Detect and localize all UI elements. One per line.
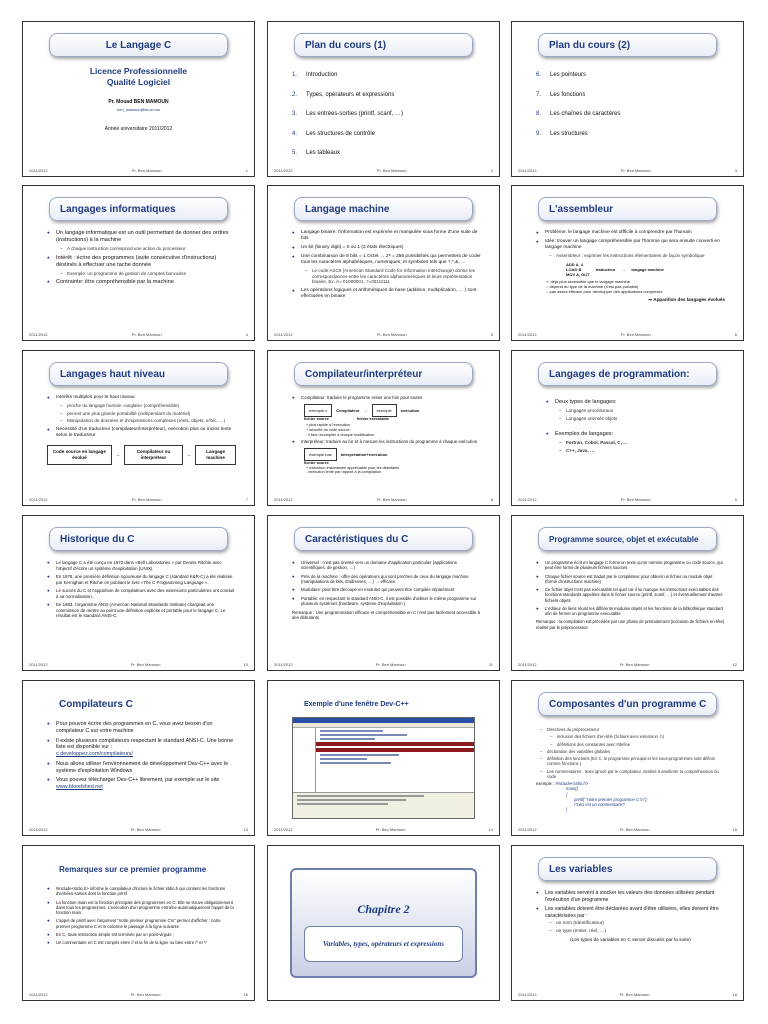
slide-title: Compilateur/interpréteur bbox=[294, 362, 473, 386]
slide-1 bbox=[22, 21, 255, 177]
slide-footer: 2011/2012 Pr. Ben Mamoun 5 bbox=[274, 332, 493, 337]
cover-line-2: Qualité Logiciel bbox=[106, 76, 171, 87]
compilers-link[interactable]: c.developpez.com/compilateurs/ bbox=[56, 751, 134, 757]
slide-body bbox=[47, 230, 236, 326]
slide-footer: 2011/2012 Pr. Ben Mamoun 8 bbox=[274, 497, 493, 502]
slide-title: Plan du cours (2) bbox=[538, 33, 717, 57]
bullet: ● La fonction main est la fonction principale des programmes en C: Elle se trouve obligatoirement dans tous les programmes. L'exécution d'un programme entraîne automatiquement l'appel de la fonction main. bbox=[47, 900, 236, 916]
slide-footer: 2011/2012 Pr. Ben Mamoun 11 bbox=[274, 662, 493, 667]
slide-17 bbox=[267, 845, 500, 1001]
bullet: ● Modulaire: peut être découpé en modules qui peuvent être compilés séparément bbox=[292, 587, 481, 592]
slide-13 bbox=[22, 680, 255, 836]
bullet: ● Pour pouvoir écrire des programmes en C, vous avez besoin d'un compilateur C sur votre machine bbox=[47, 721, 236, 735]
slide-15 bbox=[511, 680, 744, 836]
slide-body bbox=[546, 399, 725, 491]
slide-footer: 2011/2012 Pr. Ben Mamoun 4 bbox=[29, 332, 248, 337]
cover-line-1: Licence Professionnelle bbox=[89, 66, 188, 76]
bullet: ● Intérêts multiples pour le haut niveau: – proche du langage humain «anglais» (compréhensible) – permet une plus grande portabilité (indépendant du matériel) – Manipulation de données et d'expressions complexes (réels, objets, a*b/c, …) bbox=[47, 395, 236, 424]
bullet: ● Portable: en respectant le standard ANSI-C, il est possible d'utiliser le même programme sur plusieurs systèmes (hardware, système d'exploitation ) bbox=[292, 596, 481, 607]
slide-title: Les variables bbox=[538, 857, 717, 881]
example-label: exemple : #include<stdio.h> bbox=[536, 781, 589, 786]
interp-diagram: exemple.bas Interprétation+exécution bbox=[304, 448, 481, 461]
slide-body bbox=[536, 230, 725, 326]
bloodshed-link[interactable]: www.bloodshed.net bbox=[56, 784, 103, 790]
pros-cons: +: déjà plus accessible que le langage machine -: dépend du type de la machine (n'est pas portable) -: pas assez efficace pour développer des applications complexes bbox=[546, 278, 663, 294]
slide-11 bbox=[267, 515, 500, 671]
slide-footer: 2011/2012 Pr. Ben Mamoun 14 bbox=[274, 827, 493, 832]
slide-4 bbox=[22, 185, 255, 341]
bullet: ● Près de la machine : offre des opérateurs qui sont proches de ceux du langage machine (manipulations de bits, d'adresses, …) → efficace bbox=[292, 574, 481, 585]
plan-list bbox=[292, 72, 481, 158]
slide-body bbox=[536, 890, 725, 986]
slide-body bbox=[292, 230, 481, 326]
bullet: ● L'éditeur de liens réunit les différents modules objets et les fonctions de la bibliothèque standard afin de former un programme exécutable bbox=[536, 606, 725, 617]
asm-diagram: ADD A, 4 LOAD B MOV A, OUT traducteur → langage machine bbox=[566, 261, 664, 277]
slide-body bbox=[292, 560, 481, 656]
bullet: ● #include<stdio.h> informe le compilateur d'inclure le fichier stdio.h qui contient les fonctions d'entrées-sorties dont la fonction printf bbox=[47, 886, 236, 897]
slide-title: Historique du C bbox=[49, 527, 228, 551]
interp-notes: + exécution instantanée appréciable pour les débutants - exécution lente par rapport à la compilation bbox=[306, 465, 400, 475]
slide-7 bbox=[22, 350, 255, 506]
bullet: ● Chaque fichier source est traduit par le compilateur pour obtenir un fichier ou module objet (formé d'instructions machine) bbox=[536, 574, 725, 585]
bullet: ● Un commentaire en C est compris entre // et la fin de la ligne ou bien entre /* et */ bbox=[47, 940, 236, 945]
slide-footer: 2011/2012 Pr. Ben Mamoun 16 bbox=[29, 992, 248, 997]
slide-14 bbox=[267, 680, 500, 836]
plan-item: 8. Les chaînes de caractères bbox=[536, 111, 621, 117]
slide-body bbox=[47, 886, 236, 986]
cover-author: Pr. Mouad BEN MAMOUN bbox=[108, 99, 169, 106]
slide-body bbox=[47, 721, 236, 821]
slide-3 bbox=[511, 21, 744, 177]
plan-list bbox=[536, 72, 725, 138]
slide-10 bbox=[22, 515, 255, 671]
slide-title: Langage machine bbox=[294, 197, 473, 221]
compile-notes: + plus rapide à l'exécution + sécurité du code source - il faut recompiler à chaque modification bbox=[306, 423, 375, 437]
bullet: ● Interpréteur: traduire au fur et à mesure les instructions du programme à chaque exécution bbox=[292, 439, 481, 445]
slide-5 bbox=[267, 185, 500, 341]
compile-diagram: exemple.c Compilateur → exemple exécution bbox=[304, 404, 481, 417]
slide-18 bbox=[511, 845, 744, 1001]
slide-footer: 2011/2012 Pr. Ben Mamoun 13 bbox=[29, 827, 248, 832]
bullet: ● Le succès du C et l'apparition de compilateurs avec des extensions particulières ont conduit à sa normalisation. bbox=[47, 588, 236, 599]
bullet: ● Universel : n'est pas orienté vers un domaine d'application particulier (applications scientifiques, de gestion, …) bbox=[292, 560, 481, 571]
slide-16 bbox=[22, 845, 255, 1001]
bullet: ● Ce fichier objet n'est pas exécutable tel quel car il lui manque les instructions exécutables des fonctions standards appelées dans le fichier source (printf, scanf, …) et éventuellement d'autres fichiers objets bbox=[536, 587, 725, 603]
slide-body bbox=[536, 560, 725, 656]
bullet: ● Deux types de langages: – Langages procéduraux – Langages orientés objets bbox=[546, 399, 725, 421]
bullet: ● Exemples de langages: – Fortran, Cobol, Pascal, C, … – C++, Java, … bbox=[546, 431, 725, 453]
slide-12 bbox=[511, 515, 744, 671]
bullet: ● Problème: le langage machine est difficile à comprendre par l'humain bbox=[536, 230, 725, 236]
remark: Remarque : la compilation est précédée par une phase de prétraitement (inclusion de fichiers en-tête) réalisé par le préprocesseur bbox=[536, 619, 725, 630]
slide-footer: 2011/2012 Pr. Ben Mamoun 9 bbox=[518, 497, 737, 502]
interp-label: fichier source bbox=[304, 460, 329, 465]
slide-footer: 2011/2012 Pr. Ben Mamoun 18 bbox=[518, 992, 737, 997]
project-panel bbox=[293, 728, 316, 792]
slide-footer: 2011/2012 Pr. Ben Mamoun 12 bbox=[518, 662, 737, 667]
bullet: ● Les opérations logiques et arithmétiques de base (addition, multiplication, … ) sont effectuées en binaire bbox=[292, 288, 481, 300]
slide-footer: 2011/2012 Pr. Ben Mamoun 6 bbox=[518, 332, 737, 337]
slide-body bbox=[47, 395, 236, 491]
bullet: ● Un bit (binary digit) = 0 ou 1 (2 états électriques) bbox=[292, 245, 481, 251]
slide-body bbox=[292, 72, 481, 162]
slide-body bbox=[292, 395, 481, 491]
devcpp-screenshot bbox=[292, 717, 475, 819]
bullet: ● Nous allons utiliser l'environnement de développement Dev-C++ avec le système d'exploitation Windows bbox=[47, 761, 236, 775]
slide-footer: 2011/2012 Pr. Ben Mamoun 7 bbox=[29, 497, 248, 502]
slide-title: Le Langage C bbox=[49, 33, 228, 57]
slide-body bbox=[536, 72, 725, 162]
cover-year: Année universitaire 2011/2012 bbox=[104, 126, 173, 133]
bullet: ● L'appel de printf avec l'argument "notre premier programme C\n" permet d'afficher : notre premier programme C et \n ordonne le passage à la ligne suivante bbox=[47, 918, 236, 929]
slide-footer: 2011/2012 Pr. Ben Mamoun 2 bbox=[274, 168, 493, 173]
plan-item: 4. Les structures de contrôle bbox=[292, 130, 376, 137]
chapter-title: Chapitre 2 bbox=[357, 902, 410, 916]
slide-title: Compilateurs C bbox=[59, 698, 133, 710]
slide-6 bbox=[511, 185, 744, 341]
compile-labels: fichier source fichier exécutable bbox=[304, 416, 389, 421]
slide-title: Langages informatiques bbox=[49, 197, 228, 221]
chapter-card bbox=[290, 868, 477, 978]
slide-body bbox=[47, 560, 236, 656]
slide-footer: 2011/2012 Pr. Ben Mamoun 10 bbox=[29, 662, 248, 667]
plan-item: 5. Les tableaux bbox=[292, 150, 341, 156]
slide-title: L'assembleur bbox=[538, 197, 717, 221]
slide-title: Remarques sur ce premier programme bbox=[59, 864, 207, 874]
footer-date: 2011/2012 bbox=[29, 168, 48, 173]
slide-2 bbox=[267, 21, 500, 177]
cover-email: ben_mamoun@fsr.ac.ma bbox=[117, 108, 160, 113]
slide-title: Caractéristiques du C bbox=[294, 527, 473, 551]
plan-item: 9. Les structures bbox=[536, 130, 588, 137]
slide-title: Plan du cours (1) bbox=[294, 33, 473, 57]
slide-title: Langages haut niveau bbox=[49, 362, 228, 386]
plan-item: 2. Types, opérateurs et expressions bbox=[292, 91, 395, 98]
slide-body: – Directives du préprocesseur – inclusion des fichiers d'en-tête (fichiers avec extension .h) – définitions des constantes avec #define – déclaration des variables globales – définition des fonctions (En C, le programme principal et les sous-programmes sont définis comme fonctions ) – Les commentaires : texte ignoré par le compilateur, destiné à améliorer la compréhension du code exemple : #include<stdio.h> main() { printf( "notre premier programme C \n"); /*ceci est un commentaire*/ } bbox=[536, 725, 725, 821]
bullet: ● Vous pouvez télécharger Dev-C++ librement, par exemple sur le site www.bloodshed.net bbox=[47, 777, 236, 791]
bullet: ● Il existe plusieurs compilateurs respectant le standard ANSI-C. Une bonne liste est disponible sur : c.developpez.com/compilateurs/ bbox=[47, 738, 236, 758]
bullet: ● Les variables doivent être déclarées avant d'être utilisées, elles doivent être caractérisées par : – un nom (Identificateur) – un type (entier, réel, …) bbox=[536, 906, 725, 935]
slide-title: Exemple d'une fenêtre Dev-C++ bbox=[304, 700, 409, 708]
cover-block bbox=[23, 66, 254, 132]
slide-8 bbox=[267, 350, 500, 506]
bullet: ● Compilateur: traduire le programme entier une fois pour toutes bbox=[292, 395, 481, 401]
bullet: ● Un programme écrit en langage C forme un texte qu'on nomme programme ou code source, qui peut être formé de plusieurs fichiers sources bbox=[536, 560, 725, 571]
slide-title: Langages de programmation: bbox=[538, 362, 717, 386]
bullet: ● Intérêt : écrire des programmes (suite consécutive d'instructions) déstinés à effectuer une tache donnée – Exemple: un programme de gestion de comptes bancaires bbox=[47, 255, 236, 277]
bullet: ● En 1983, l'organisme ANSI (American National Standards Institute) chargeait une commission de mettre au point une définition explicite et portable pour le langage C. Le résultat est le standard ANSI-C. bbox=[47, 602, 236, 619]
note: (Les types de variables en C seront discutés par la suite) bbox=[570, 937, 691, 943]
compiler-output-panel bbox=[293, 792, 474, 818]
bullet: ● Une combinaison de 8 bits = 1 Octet → 2⁸ = 256 possibilités qui permettent de coder tous les caractères alphabétiques, numériques, et symboles tels que ?,*,&, … – Le code ASCII (American Standard Code for Information Interchange) donne les correspondances entre les caractères alphanumériques et leurs représentation binaire, Ex. A= 01000001, ?=00111111 bbox=[292, 254, 481, 285]
slide-footer: 2011/2012 Pr. Ben Mamoun 15 bbox=[518, 827, 737, 832]
bullet: ● Un langage informatique est un outil permettant de donner des ordres (instructions) à la machine – A chaque instruction correspond une action du processeur bbox=[47, 230, 236, 252]
bullet: ● Idée: trouver un langage compréhensible par l'homme qui sera ensuite converti en langage machine – Assembleur : exprimer les instructions élémentaires de façon symbolique bbox=[536, 239, 725, 259]
footer-page: 1 bbox=[245, 168, 248, 173]
plan-item: 6. Les pointeurs bbox=[536, 72, 587, 78]
slide-title: Composantes d'un programme C bbox=[538, 692, 717, 716]
slide-footer: 2011/2012 Pr. Ben Mamoun 3 bbox=[518, 168, 737, 173]
remark: Remarque : Une programmation efficace et compréhensible en C n'est pas facilement accessible à des débutants bbox=[292, 609, 480, 620]
bullet: ● Contrainte: être compréhensible par la machine bbox=[47, 279, 236, 286]
bullet: ● Nécessité d'un traducteur (compilateur/interpréteur), exécution plus ou moins lente selon le traducteur bbox=[47, 427, 236, 439]
plan-item: 1. Introduction bbox=[292, 72, 338, 78]
slide-9 bbox=[511, 350, 744, 506]
bullet: ● En C, toute instruction simple est terminée par un point-virgule ; bbox=[47, 932, 236, 937]
example-code: main() { printf( "notre premier programme C \n"); /*ceci est un commentaire*/ } bbox=[566, 786, 648, 813]
chapter-subtitle: Variables, types, opérateurs et expressions bbox=[304, 926, 463, 962]
slide-footer bbox=[29, 168, 248, 173]
bullet: ● Langage binaire: l'information est exprimée et manipulée sous forme d'une suite de bits bbox=[292, 230, 481, 242]
code-editor bbox=[316, 728, 474, 792]
translation-diagram: Code source en langage évolué → Compilateur ou interpréteur → Langage machine bbox=[47, 445, 236, 464]
footer-author: Pr. Ben Mamoun bbox=[131, 168, 162, 173]
bullet: ● En 1978, une première définition rigoureuse du langage C (standard K&R-C) a été réalisée par Kernighan et Ritchie en publiant le livre «The C Programming Language ». bbox=[47, 574, 236, 585]
plan-item: 7. Les fonctions bbox=[536, 91, 586, 98]
conclusion: ⇒ Apparition des langages évolués bbox=[648, 296, 725, 302]
bullet: ● Les variables servent à stocker les valeurs des données utilisées pendant l'exécution d'un programme bbox=[536, 890, 725, 903]
bullet: ● Le langage C a été conçu en 1972 dans «Bell Laboratories » par Dennis Ritchie avec l'objectif d'écrire un système d'exploitation (UNIX). bbox=[47, 560, 236, 571]
slide-title: Programme source, objet et exécutable bbox=[538, 527, 717, 551]
plan-item: 3. Les entrées-sorties (printf, scanf, …) bbox=[292, 111, 404, 117]
